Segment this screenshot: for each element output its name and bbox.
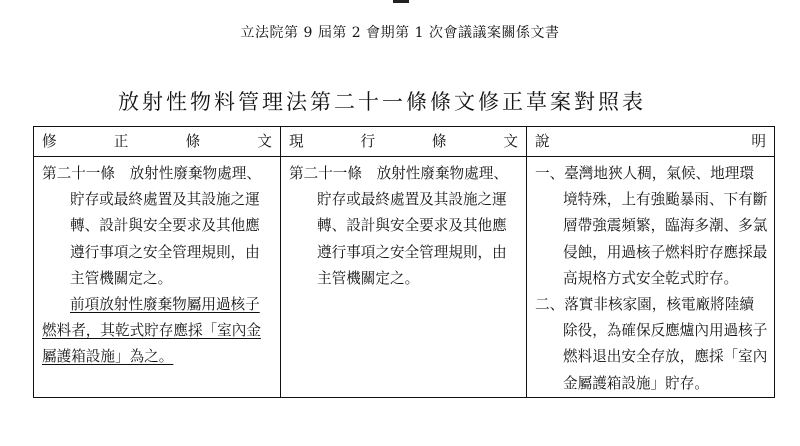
comparison-table [33, 126, 775, 398]
explanation-cell [527, 157, 775, 398]
amended-para-2: 前項放射性廢棄物屬用過核子燃料者，其乾式貯存應採「室內金屬護箱設施」為之。 [42, 296, 261, 366]
amended-para-1: 第二十一條 放射性廢棄物處理、貯存或最終處置及其設施之運轉、設計與安全要求及其他應遵行事項之安全管理規則，由主管機關定之。 [42, 165, 261, 287]
amended-cell [34, 157, 281, 398]
column-header-explanation [527, 127, 775, 157]
current-cell [281, 157, 527, 398]
header-char: 條 [431, 133, 447, 150]
page-top-mark [393, 0, 409, 3]
header-char: 修 [42, 133, 57, 150]
document-title: 放射性物料管理法第二十一條條文修正草案對照表 [118, 90, 646, 114]
current-para-1: 第二十一條 放射性廢棄物處理、貯存或最終處置及其設施之運轉、設計與安全要求及其他應遵行事項之安全管理規則，由主管機關定之。 [289, 165, 508, 287]
explanation-item-2: 二、落實非核家園，核電廠將陸續除役，為確保反應爐內用過核子燃料退出安全存放，應採「室內金屬護箱設施」貯存。 [535, 296, 768, 392]
header-char: 說 [535, 133, 550, 150]
header-char: 現 [289, 133, 304, 150]
explanation-item-1: 一、臺灣地狹人稠，氣候、地理環境特殊，上有強颱暴雨、下有斷層帶強震頻繁，臨海多潮、多氯侵蝕，用過核子燃料貯存應採最高規格方式安全乾式貯存。 [535, 165, 768, 287]
header-char: 行 [360, 133, 376, 150]
header-char: 明 [751, 133, 766, 150]
document-header: 立法院第 9 屆第 2 會期第 1 次會議議案關係文書 [240, 25, 560, 41]
header-char: 文 [257, 133, 272, 150]
header-char: 正 [113, 133, 129, 150]
header-char: 條 [185, 133, 201, 150]
header-char: 文 [503, 133, 518, 150]
column-header-current [281, 127, 527, 157]
table-header-row [34, 127, 775, 157]
table-row [34, 157, 775, 398]
column-header-amended [34, 127, 281, 157]
